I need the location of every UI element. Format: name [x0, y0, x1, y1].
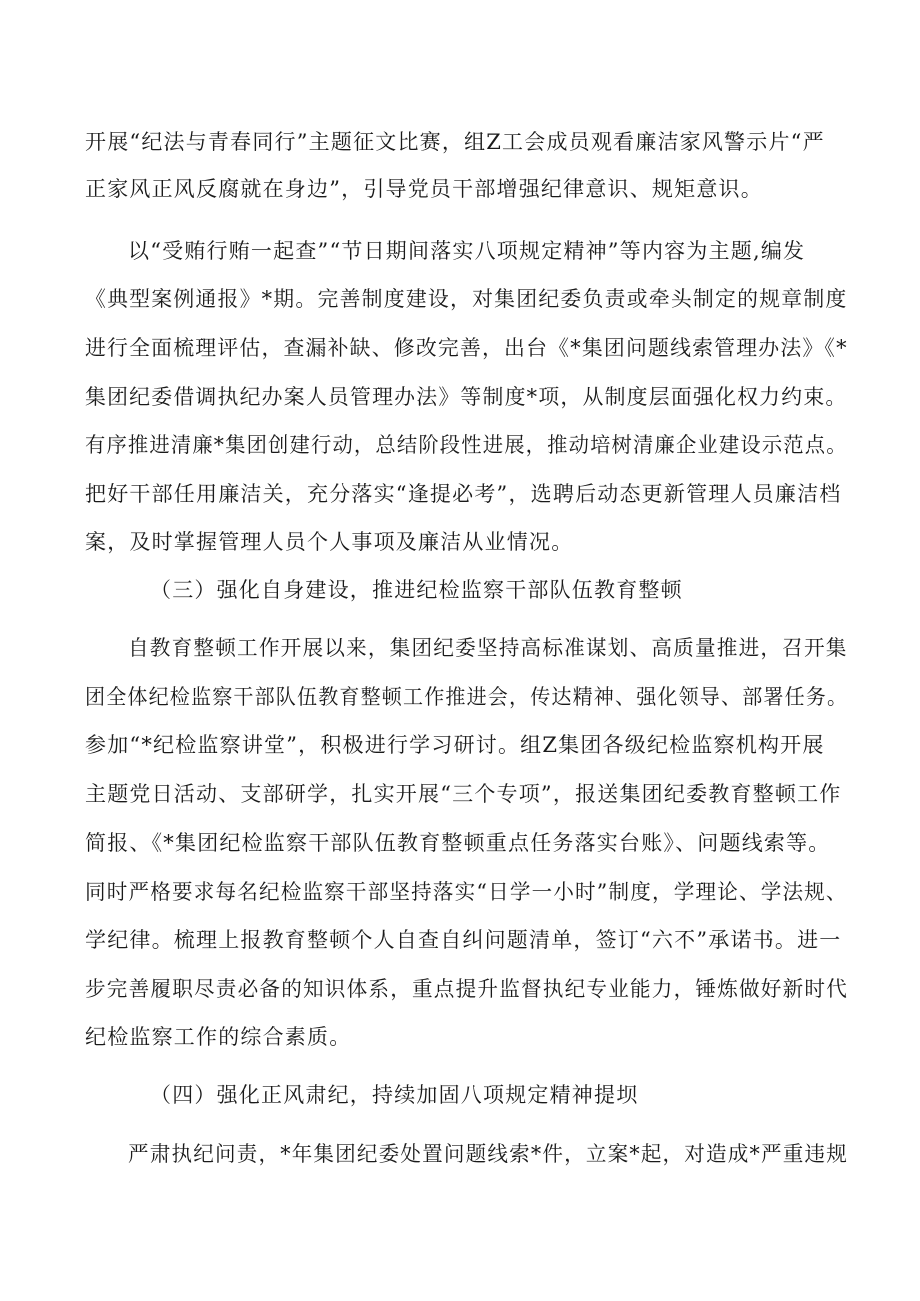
section-heading: （四）强化正风肃纪，持续加固八项规定精神提坝	[150, 1083, 639, 1107]
text-line: 团全体纪检监察干部队伍教育整顿工作推进会，传达精神、强化领导、部署任务。	[85, 685, 849, 709]
text-line: 正家风正风反腐就在身边”，引导党员干部增强纪律意识、规矩意识。	[85, 177, 763, 201]
text-line: 把好干部任用廉洁关，充分落实“逢提必考”，选聘后动态更新管理人员廉洁档	[85, 482, 842, 506]
paragraph-first-line: 以“受贿行贿一起查”“节日期间落实八项规定精神”等内容为主题,编发	[128, 239, 806, 263]
text-line: 《典型案例通报》*期。完善制度建设，对集团纪委负责或牵头制定的规章制度	[85, 287, 848, 311]
paragraph-first-line: 自教育整顿工作开展以来，集团纪委坚持高标准谋划、高质量推进，召开集	[128, 636, 848, 660]
text-line: 案，及时掌握管理人员个人事项及廉洁从业情况。	[85, 530, 574, 554]
text-line: 同时严格要求每名纪检监察干部坚持落实“日学一小时”制度，学理论、学法规、	[85, 880, 848, 904]
text-line: 有序推进清廉*集团创建行动，总结阶段性进展，推动培树清廉企业建设示范点。	[85, 433, 848, 457]
paragraph-first-line: 严肃执纪问责，*年集团纪委处置问题线索*件，立案*起，对造成*严重违规	[128, 1142, 848, 1166]
text-line: 集团纪委借调执纪办案人员管理办法》等制度*项，从制度层面强化权力约束。	[85, 385, 848, 409]
text-line: 步完善履职尽责必备的知识体系，重点提升监督执纪专业能力，锤炼做好新时代	[85, 977, 848, 1001]
text-line: 进行全面梳理评估，查漏补缺、修改完善，出台《*集团问题线索管理办法》《*	[85, 336, 848, 360]
text-line: 开展“纪法与青春同行”主题征文比赛，组Z工会成员观看廉洁家风警示片“严	[85, 130, 825, 154]
text-line: 简报、《*集团纪检监察干部队伍教育整顿重点任务落实台账》、问题线索等。	[85, 831, 831, 855]
text-line: 参加“*纪检监察讲堂”，积极进行学习研讨。组Z集团各级纪检监察机构开展	[85, 733, 825, 757]
section-heading: （三）强化自身建设，推进纪检监察干部队伍教育整顿	[150, 578, 683, 602]
text-line: 主题党日活动、支部研学，扎实开展“三个专项”，报送集团纪委教育整顿工作	[85, 782, 842, 806]
text-line: 纪检监察工作的综合素质。	[85, 1025, 352, 1049]
text-line: 学纪律。梳理上报教育整顿个人自查自纠问题清单，签订“六不”承诺书。进一	[85, 928, 842, 952]
